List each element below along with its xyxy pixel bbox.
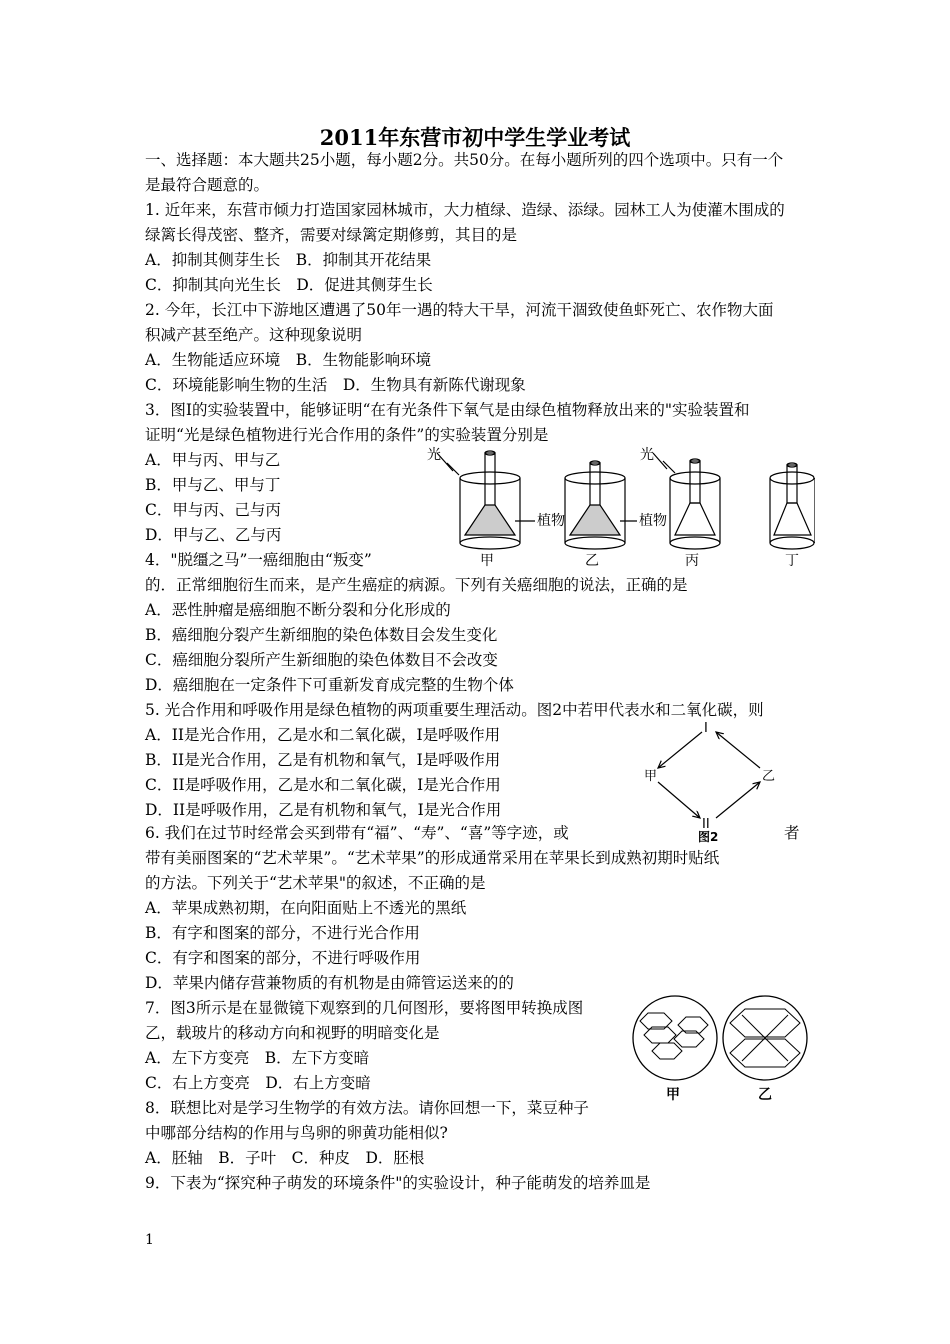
- light-label-1: 光: [427, 447, 441, 463]
- fig3-label-jia: 甲: [666, 1087, 680, 1103]
- text-line: A．抑制其侧芽生长 B．抑制其开花结果: [145, 251, 432, 269]
- page-number: 1: [145, 1232, 154, 1248]
- text-line: 带有美丽图案的“艺术苹果”。“艺术苹果”的形成通常采用在苹果长到成熟初期时贴纸: [145, 849, 720, 867]
- fig3-label-yi: 乙: [758, 1087, 772, 1103]
- plant-label-2: 植物: [639, 513, 667, 529]
- text-line: 9．下表为“探究种子萌发的环境条件"的实验设计，种子能萌发的培养皿是: [145, 1174, 651, 1192]
- text-line: 5. 光合作用和呼吸作用是绿色植物的两项重要生理活动。图2中若甲代表水和二氧化碳，则: [145, 701, 764, 719]
- text-line: C．II是呼吸作用，乙是水和二氧化碳，I是光合作用: [145, 776, 501, 794]
- text-line: A．生物能适应环境 B．生物能影响环境: [145, 351, 432, 369]
- text-line: 中哪部分结构的作用与鸟卵的卵黄功能相似?: [145, 1124, 448, 1142]
- text-line: D．II是呼吸作用，乙是有机物和氧气，I是光合作用: [145, 801, 502, 819]
- fig2-caption: 图2: [698, 830, 719, 843]
- text-line: A．恶性肿瘤是癌细胞不断分裂和分化形成的: [145, 601, 451, 619]
- text-line: 是最符合题意的。: [145, 176, 270, 194]
- text-line: D．癌细胞在一定条件下可重新发育成完整的生物个体: [145, 676, 514, 694]
- text-line: 2. 今年，长江中下游地区遭遇了50年一遇的特大干旱，河流干涸致使鱼虾死亡、农作物大面: [145, 301, 774, 319]
- jar-label-jia: 甲: [480, 553, 494, 569]
- page-title: 2011年东营市初中学生学业考试: [319, 125, 631, 150]
- text-line: D．甲与乙、乙与丙: [145, 526, 282, 544]
- fig2-right: 乙: [762, 769, 776, 784]
- light-label-2: 光: [640, 447, 654, 463]
- jar-yi: [565, 461, 625, 549]
- jar-ding: [770, 463, 815, 549]
- text-line: C．抑制其向光生长 D．促进其侧芽生长: [145, 276, 433, 294]
- text-line: C．甲与丙、己与丙: [145, 501, 281, 519]
- text-line: 的方法。下列关于“艺术苹果"的叙述，不正确的是: [145, 874, 486, 892]
- text-line: 证明“光是绿色植物进行光合作用的条件”的实验装置分别是: [145, 426, 549, 444]
- fig2-bottom: II: [702, 817, 710, 832]
- text-line: 4．"脱缰之马”一癌细胞由“叛变”: [145, 551, 372, 569]
- figure-1-apparatus: [425, 443, 815, 571]
- text-line: 积减产甚至绝产。这种现象说明: [145, 326, 363, 344]
- plant-label-1: 植物: [537, 513, 565, 529]
- text-line: A．甲与丙、甲与乙: [145, 451, 281, 469]
- q6-trailing-text: 者: [784, 824, 800, 842]
- text-line: 6. 我们在过节时经常会买到带有“福”、“寿”、“喜”等字迹，或: [145, 824, 569, 842]
- text-line: 一、选择题：本大题共25小题，每小题2分。共50分。在每小题所列的四个选项中。只有一个: [145, 151, 784, 169]
- fig2-left: 甲: [644, 769, 658, 784]
- jar-jia: [460, 451, 520, 549]
- text-line: B．II是光合作用，乙是有机物和氧气，I是呼吸作用: [145, 751, 501, 769]
- field-jia-shapes: [640, 1013, 708, 1059]
- text-line: 绿篱长得茂密、整齐，需要对绿篱定期修剪，其目的是: [145, 226, 518, 244]
- text-line: 8．联想比对是学习生物学的有效方法。请你回想一下，菜豆种子: [145, 1099, 589, 1117]
- jar-label-bing: 丙: [685, 553, 699, 569]
- text-line: A．左下方变亮 B．左下方变暗: [145, 1049, 370, 1067]
- text-line: C．有字和图案的部分，不进行呼吸作用: [145, 949, 421, 967]
- text-line: D．苹果内储存营兼物质的有机物是由筛管运送来的的: [145, 974, 514, 992]
- field-yi-shapes: [730, 1009, 800, 1067]
- jar-label-ding: 丁: [785, 553, 799, 569]
- text-line: C．右上方变亮 D．右上方变暗: [145, 1074, 371, 1092]
- text-line: A．胚轴 B．子叶 C．种皮 D．胚根: [145, 1149, 425, 1167]
- text-line: A．苹果成熟初期，在向阳面贴上不透光的黑纸: [145, 899, 467, 917]
- text-line: B．癌细胞分裂产生新细胞的染色体数目会发生变化: [145, 626, 498, 644]
- text-line: C．环境能影响生物的生活 D．生物具有新陈代谢现象: [145, 376, 526, 394]
- jar-bing: [670, 459, 720, 549]
- figure-3-microscope: [630, 993, 810, 1105]
- text-line: 3．图I的实验装置中，能够证明“在有光条件下氧气是由绿色植物释放出来的"实验装置和: [145, 401, 750, 419]
- fig2-top: I: [704, 721, 708, 736]
- text-line: C．癌细胞分裂所产生新细胞的染色体数目不会改变: [145, 651, 498, 669]
- figure-2-cycle: [640, 718, 790, 843]
- text-line: A．II是光合作用，乙是水和二氧化碳，I是呼吸作用: [145, 726, 501, 744]
- text-line: 乙，载玻片的移动方向和视野的明暗变化是: [145, 1024, 440, 1042]
- text-line: B．有字和图案的部分，不进行光合作用: [145, 924, 420, 942]
- text-line: 7．图3所示是在显微镜下观察到的几何图形，要将图甲转换成图: [145, 999, 584, 1017]
- text-line: 1. 近年来，东营市倾力打造国家园林城市，大力植绿、造绿、添绿。园林工人为使灌木围成的: [145, 201, 785, 219]
- text-line: 的．正常细胞衍生而来，是产生癌症的病源。下列有关癌细胞的说法，正确的是: [145, 576, 688, 594]
- jar-label-yi: 乙: [585, 553, 599, 569]
- text-line: B．甲与乙、甲与丁: [145, 476, 281, 494]
